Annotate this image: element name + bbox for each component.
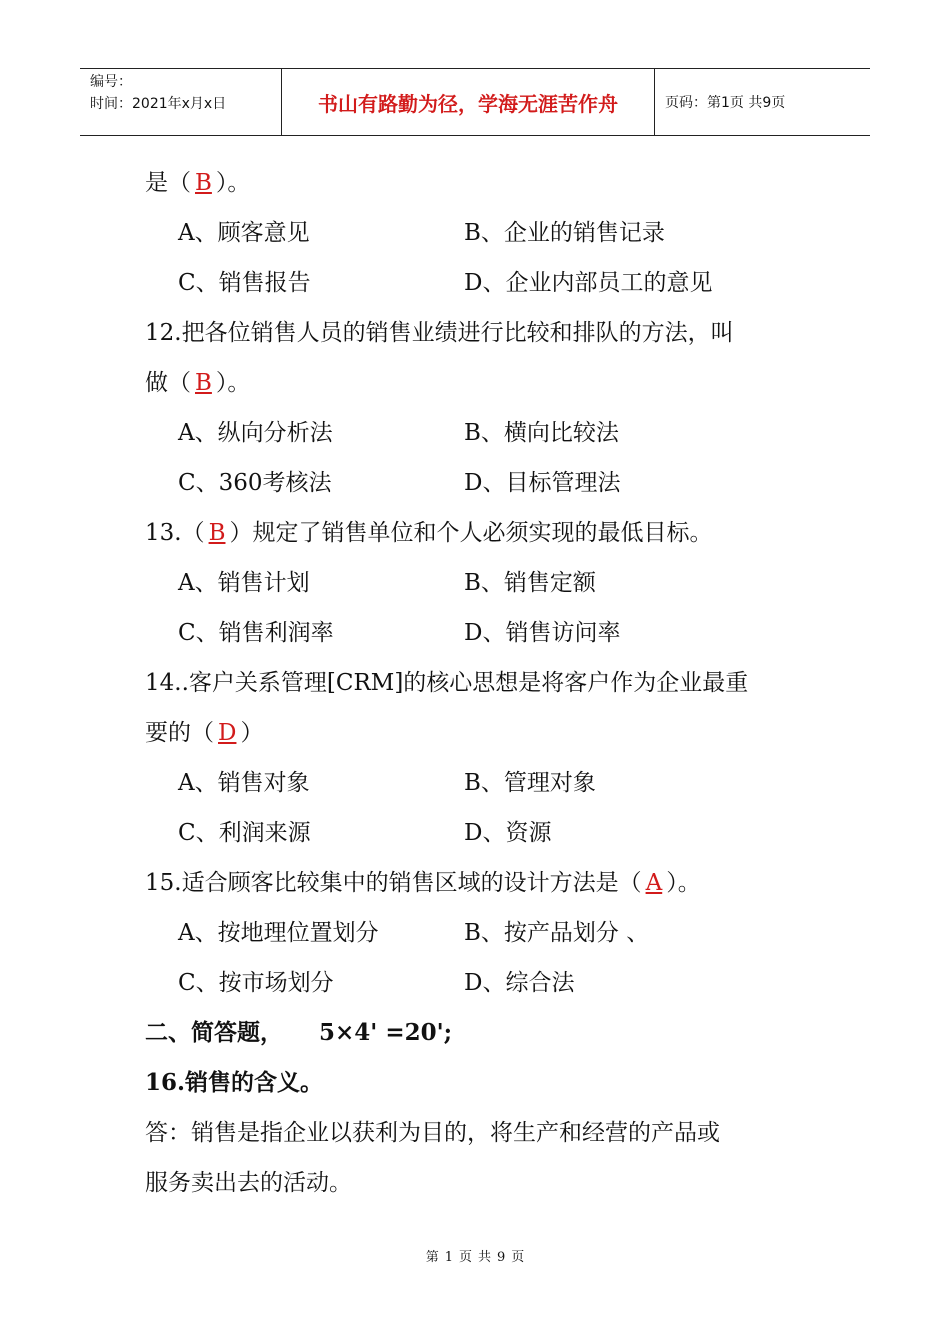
q14-line1: 14..客户关系管理[CRM]的核心思想是将客户作为企业最重 — [145, 670, 749, 696]
q13-answer: B — [208, 520, 226, 546]
q13-option-d: D、销售访问率 — [464, 620, 621, 646]
page-header — [80, 68, 870, 136]
document-body — [145, 158, 845, 1208]
section2-title: 二、简答题， — [145, 1019, 283, 1046]
q11-text-post: ）。 — [215, 170, 251, 196]
section2-heading — [145, 1008, 845, 1058]
footer-part-1: 第 — [425, 1250, 439, 1265]
q12-text-post: ）。 — [215, 370, 251, 396]
q13-options-row1 — [145, 558, 845, 608]
q13-line — [145, 508, 845, 558]
q12-option-c: C、360考核法 — [178, 470, 332, 496]
q12-options-row1 — [145, 408, 845, 458]
q16-answer-line2: 服务卖出去的活动。 — [145, 1170, 352, 1196]
q14-line2 — [145, 708, 845, 758]
q15-options-row2 — [145, 958, 845, 1008]
q14-answer: D — [218, 720, 237, 746]
q15-option-c: C、按市场划分 — [178, 970, 334, 996]
q13-text-post: ）规定了销售单位和个人必须实现的最低目标。 — [229, 520, 713, 546]
q12-answer: B — [195, 370, 212, 396]
q12-option-d: D、目标管理法 — [464, 470, 621, 496]
q13-text-pre: 13.（ — [145, 520, 205, 546]
q15-option-a: A、按地理位置划分 — [178, 920, 379, 946]
q11-text-pre: 是（ — [145, 170, 191, 196]
q15-option-b: B、按产品划分 、 — [464, 920, 650, 946]
footer-total-pages: 9 — [497, 1250, 506, 1265]
q16-title: 16.销售的含义。 — [145, 1069, 324, 1096]
footer-current-page: 1 — [444, 1250, 453, 1265]
page-footer — [0, 1246, 950, 1265]
q11-option-a: A、顾客意见 — [178, 220, 310, 246]
q15-text-post: ）。 — [666, 870, 701, 896]
q11-options-row2 — [145, 258, 845, 308]
q15-option-d: D、综合法 — [464, 970, 575, 996]
q12-options-row2 — [145, 458, 845, 508]
q16-answer-line1: 答：销售是指企业以获利为目的，将生产和经营的产品或 — [145, 1120, 720, 1146]
q11-option-d: D、企业内部员工的意见 — [464, 270, 713, 296]
q12-option-b: B、横向比较法 — [464, 420, 619, 446]
footer-part-3: 页 — [458, 1250, 472, 1265]
q15-options-row1 — [145, 908, 845, 958]
footer-part-6: 页 — [511, 1250, 525, 1265]
q11-option-b: B、企业的销售记录 — [464, 220, 665, 246]
q14-text-pre: 要的（ — [145, 720, 214, 746]
q15-answer: A — [645, 870, 663, 896]
header-page-info: 页码：第1页 共9页 — [665, 95, 786, 111]
section2-score: 5×4' =20'; — [319, 1019, 453, 1046]
q11-tail — [145, 158, 845, 208]
q14-option-b: B、管理对象 — [464, 770, 596, 796]
q12-option-a: A、纵向分析法 — [178, 420, 333, 446]
q14-options-row2 — [145, 808, 845, 858]
q15-text-pre: 15.适合顾客比较集中的销售区域的设计方法是（ — [145, 870, 642, 896]
q13-option-b: B、销售定额 — [464, 570, 596, 596]
q15-line — [145, 858, 845, 908]
header-number-label: 编号： — [90, 74, 132, 90]
q11-option-c: C、销售报告 — [178, 270, 311, 296]
q12-text-pre: 做（ — [145, 370, 191, 396]
header-time-label: 时间：2021年x月x日 — [90, 96, 227, 112]
q12-line2 — [145, 358, 845, 408]
q14-text-post: ） — [240, 720, 264, 746]
q13-option-a: A、销售计划 — [178, 570, 310, 596]
header-motto: 书山有路勤为径，学海无涯苦作舟 — [282, 69, 655, 135]
q14-option-d: D、资源 — [464, 820, 552, 846]
footer-part-4: 共 — [478, 1250, 492, 1265]
q11-options-row1 — [145, 208, 845, 258]
q12-line1: 12.把各位销售人员的销售业绩进行比较和排队的方法，叫 — [145, 320, 734, 346]
q14-option-a: A、销售对象 — [178, 770, 310, 796]
q14-option-c: C、利润来源 — [178, 820, 311, 846]
q13-option-c: C、销售利润率 — [178, 620, 334, 646]
q14-options-row1 — [145, 758, 845, 808]
header-meta — [80, 69, 282, 135]
q11-answer: B — [195, 170, 212, 196]
q13-options-row2 — [145, 608, 845, 658]
